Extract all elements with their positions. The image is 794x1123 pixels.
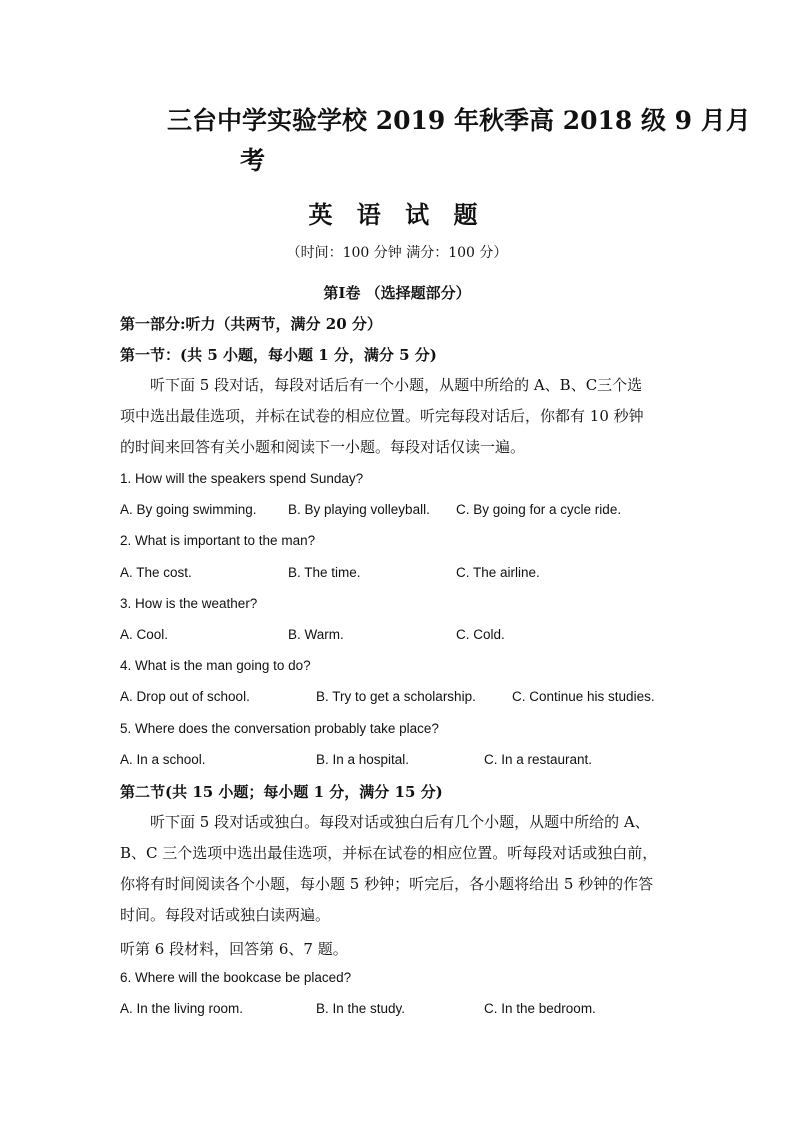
instruction-line: 的时间来回答有关小题和阅读下一小题。每段对话仅读一遍。 [120, 438, 526, 456]
q4-option-a: A. Drop out of school. [120, 689, 250, 704]
question-5: 5. Where does the conversation probably take place? [120, 721, 439, 736]
instruction-line: 项中选出最佳选项，并标在试卷的相应位置。听完每段对话后，你都有 10 秒钟 [120, 407, 644, 425]
q6-option-b: B. In the study. [316, 1001, 406, 1016]
instruction-line: 听下面 5 段对话或独白。每段对话或独白后有几个小题，从题中所给的 A、 [150, 813, 650, 831]
section1-instructions [120, 370, 676, 463]
q3-option-c: C. Cold. [456, 627, 505, 642]
question-6: 6. Where will the bookcase be placed? [120, 970, 352, 985]
q2-option-b: B. The time. [288, 565, 361, 580]
q5-option-c: C. In a restaurant. [484, 752, 593, 767]
q4-option-c: C. Continue his studies. [512, 689, 655, 704]
subject-title: 英 语 试 题 [308, 200, 486, 229]
part1-heading: 第一部分:听力（共两节，满分 20 分） [120, 315, 382, 333]
instruction-line: 听下面 5 段对话，每段对话后有一个小题，从题中所给的 A、B、C三个选 [150, 376, 643, 394]
exam-title: 三台中学实验学校 2019 年秋季高 2018 级 9 月月 [167, 106, 751, 135]
exam-time-score: （时间：100 分钟 满分：100 分） [286, 245, 508, 261]
question-3: 3. How is the weather? [120, 596, 258, 611]
material-6-note: 听第 6 段材料，回答第 6、7 题。 [120, 940, 348, 958]
question-4: 4. What is the man going to do? [120, 658, 311, 673]
question-1: 1. How will the speakers spend Sunday? [120, 471, 364, 486]
q3-option-b: B. Warm. [288, 627, 344, 642]
section2-heading: 第二节(共 15 小题；每小题 1 分，满分 15 分) [120, 783, 443, 801]
q6-option-a: A. In the living room. [120, 1001, 244, 1016]
q1-option-a: A. By going swimming. [120, 502, 257, 517]
q2-option-c: C. The airline. [456, 565, 540, 580]
q1-option-b: B. By playing volleyball. [288, 502, 430, 517]
q2-option-a: A. The cost. [120, 565, 192, 580]
section1-heading: 第一节：(共 5 小题，每小题 1 分，满分 5 分) [120, 346, 437, 364]
q4-option-b: B. Try to get a scholarship. [316, 689, 476, 704]
q6-option-c: C. In the bedroom. [484, 1001, 596, 1016]
instruction-line: B、C 三个选项中选出最佳选项，并标在试卷的相应位置。听每段对话或独白前， [120, 844, 658, 862]
q3-option-a: A. Cool. [120, 627, 169, 642]
volume-heading: 第Ⅰ卷 （选择题部分） [323, 284, 471, 302]
q1-option-c: C. By going for a cycle ride. [456, 502, 622, 517]
instruction-line: 你将有时间阅读各个小题，每小题 5 秒钟；听完后，各小题将给出 5 秒钟的作答 [120, 875, 654, 893]
q5-option-b: B. In a hospital. [316, 752, 410, 767]
instruction-line: 时间。每段对话或独白读两遍。 [120, 906, 331, 924]
exam-title-continued: 考 [240, 146, 266, 175]
section2-instructions [120, 807, 676, 931]
question-2: 2. What is important to the man? [120, 533, 316, 548]
q5-option-a: A. In a school. [120, 752, 206, 767]
